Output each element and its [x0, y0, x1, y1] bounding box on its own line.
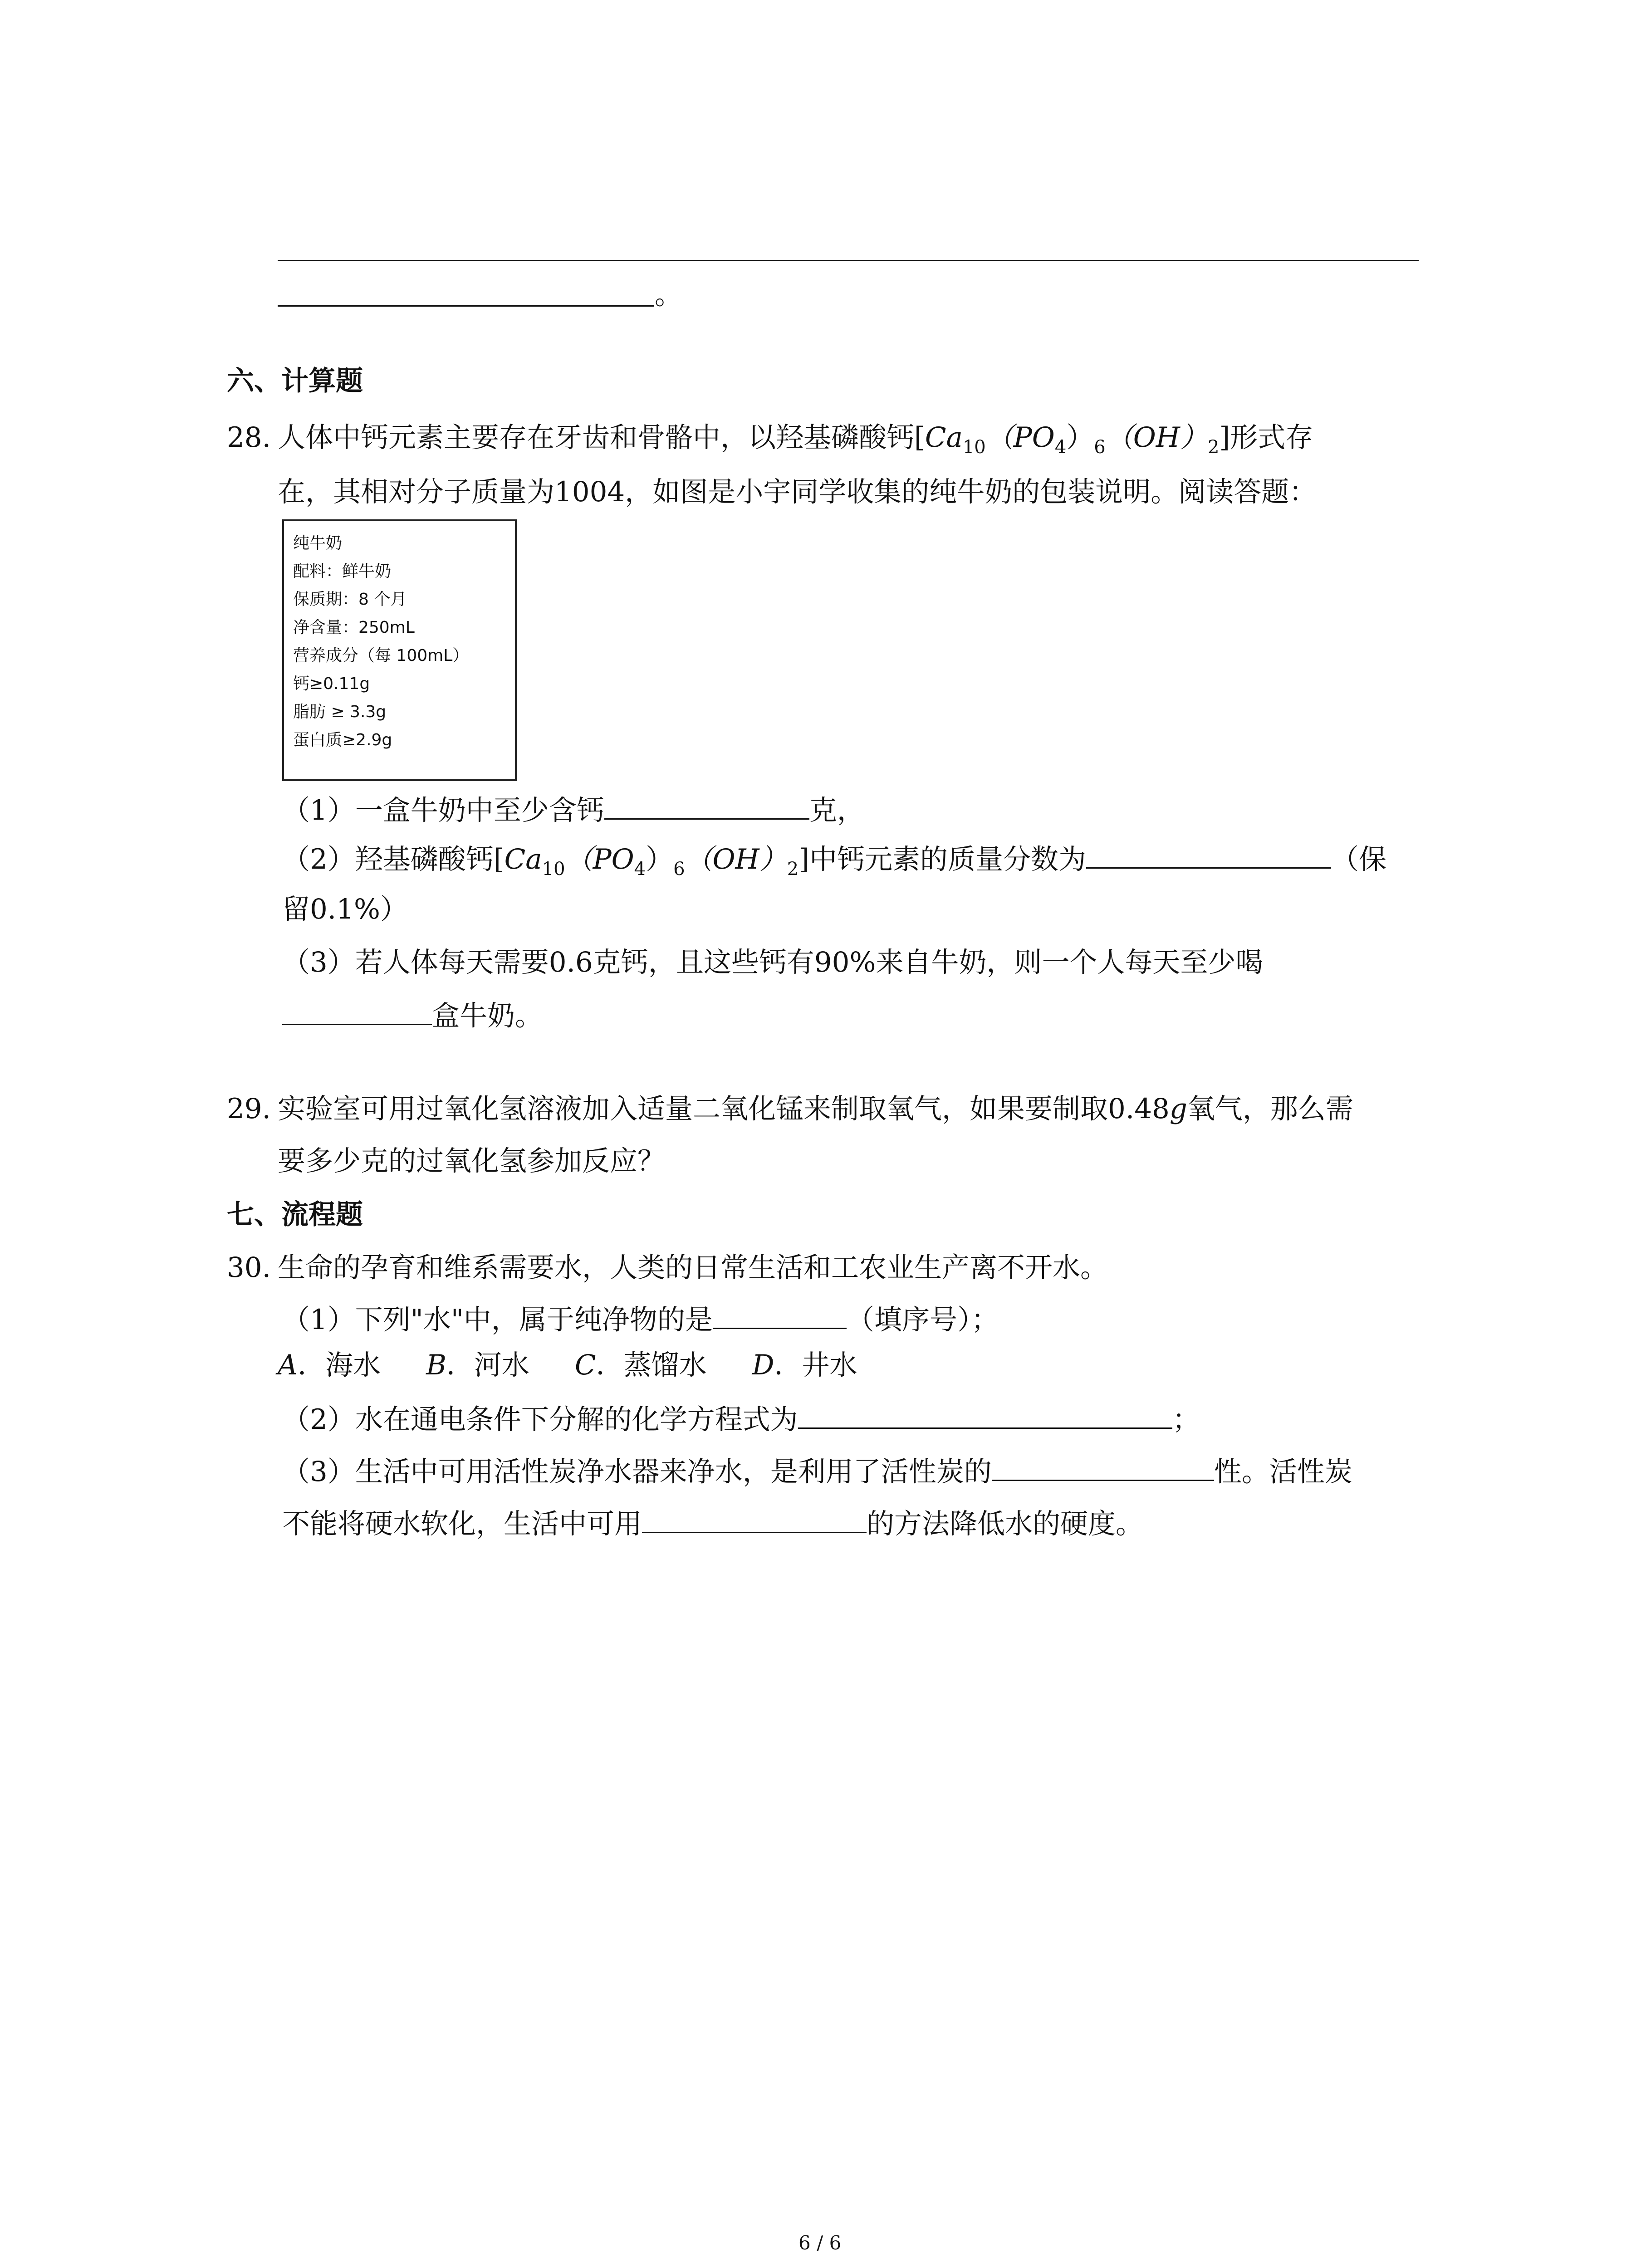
formula-ca-sub: 10 [962, 437, 986, 458]
q30-sub-3-end-2: 的方法降低水的硬度。 [867, 1508, 1144, 1540]
q30-sub-3 [282, 1452, 1352, 1490]
q30-sub-2-end: ； [1172, 1403, 1200, 1436]
section-7-title: 七、流程题 [227, 1199, 363, 1231]
q28-sub-2-end: （保 [1331, 843, 1387, 875]
formula-ca: Ca [925, 421, 963, 454]
formula-oh: （OH） [685, 843, 787, 875]
q30-sub-3-text-2: 不能将硬水软化，生活中可用 [282, 1508, 642, 1540]
q30-sub-1 [282, 1300, 999, 1338]
q28-line-2: 在，其相对分子质量为1004，如图是小宇同学收集的纯牛奶的包装说明。阅读答题： [278, 476, 1317, 508]
q28-sub-2-mid: ]中钙元素的质量分数为 [798, 843, 1087, 875]
formula-po: （PO [565, 843, 634, 875]
option-a-letter: A [278, 1349, 298, 1381]
formula-two: 2 [787, 859, 799, 880]
label-line: 保质期：8 个月 [293, 590, 407, 609]
formula-ca: Ca [504, 843, 542, 875]
option-a-text: ．海水 [298, 1349, 381, 1381]
q30-sub-2-text: （2）水在通电条件下分解的化学方程式为 [282, 1403, 798, 1436]
q30-sub-3-cont [282, 1504, 1143, 1542]
answer-line-short [278, 305, 654, 307]
q30-sub-3-end: 性。活性炭 [1214, 1456, 1352, 1488]
q28-text-b: ]形式存 [1219, 421, 1313, 454]
label-line: 钙≥0.11g [293, 675, 370, 693]
option-b-letter: B [426, 1349, 446, 1381]
q29-number: 29. [227, 1093, 271, 1125]
label-line: 脂肪 ≥ 3.3g [293, 703, 387, 721]
formula-six: 6 [1094, 437, 1106, 458]
page-number: 6 / 6 [798, 2232, 842, 2254]
q30-line-1: 生命的孕育和维系需要水，人类的日常生活和工农业生产离不开水。 [278, 1251, 1108, 1284]
q28-sub-3-cont [282, 996, 543, 1034]
option-c-text: ．蒸馏水 [596, 1349, 707, 1381]
option-d-letter: D [752, 1349, 774, 1381]
milk-label-image [282, 519, 517, 781]
answer-blank[interactable] [713, 1300, 847, 1329]
q30-number: 30. [227, 1251, 271, 1284]
q30-sub-2 [282, 1399, 1200, 1438]
q28-sub-1 [282, 790, 865, 829]
q28-sub-2-text: （2）羟基磷酸钙[ [282, 843, 505, 875]
q28-number: 28. [227, 421, 271, 454]
unit-g: g [1169, 1093, 1187, 1125]
answer-blank[interactable] [798, 1399, 1172, 1429]
formula-po-sub: 4 [1054, 437, 1067, 458]
answer-blank[interactable] [642, 1504, 867, 1533]
q28-line-1 [278, 420, 1313, 456]
q29-line-2: 要多少克的过氧化氢参加反应？ [278, 1145, 666, 1177]
option-d-text: ．井水 [774, 1349, 857, 1381]
label-line: 净含量：250mL [293, 618, 415, 637]
q30-options [278, 1347, 857, 1383]
q29-text-b: 氧气，那么需 [1187, 1093, 1353, 1125]
q28-text-a: 人体中钙元素主要存在牙齿和骨骼中，以羟基磷酸钙[ [278, 421, 925, 454]
label-line: 蛋白质≥2.9g [293, 731, 392, 749]
q28-sub-2 [282, 839, 1386, 878]
q28-sub-1-text: （1）一盒牛奶中至少含钙 [282, 794, 604, 826]
answer-blank[interactable] [604, 790, 809, 820]
q28-sub-3: （3）若人体每天需要0.6克钙，且这些钙有90%来自牛奶，则一个人每天至少喝 [282, 946, 1264, 978]
q29-line-1 [278, 1091, 1353, 1127]
answer-blank[interactable] [282, 996, 432, 1025]
formula-ca-sub: 10 [542, 859, 565, 880]
q28-sub-3-end: 盒牛奶。 [432, 1000, 543, 1032]
label-line: 配料：鲜牛奶 [293, 562, 392, 581]
answer-line-long [278, 260, 1419, 261]
formula-po-sub: 4 [634, 859, 646, 880]
formula-po-close: ） [1066, 421, 1094, 454]
label-line: 纯牛奶 [293, 534, 343, 552]
q28-sub-2-cont: 留0.1%） [282, 893, 408, 925]
option-c-letter: C [574, 1349, 596, 1381]
formula-po: （PO [985, 421, 1055, 454]
answer-blank[interactable] [992, 1452, 1214, 1481]
section-6-title: 六、计算题 [227, 365, 363, 397]
q30-sub-3-text: （3）生活中可用活性炭净水器来净水，是利用了活性炭的 [282, 1456, 992, 1488]
answer-blank[interactable] [1086, 839, 1331, 869]
end-mark: 。 [655, 279, 683, 311]
q28-sub-1-end: 克， [809, 794, 865, 826]
q30-sub-1-text: （1）下列"水"中，属于纯净物的是 [282, 1304, 713, 1336]
q29-text-a: 实验室可用过氧化氢溶液加入适量二氧化锰来制取氧气，如果要制取0.48 [278, 1093, 1170, 1125]
formula-oh: （OH） [1105, 421, 1208, 454]
q30-sub-1-end: （填序号）； [846, 1304, 999, 1336]
option-b-text: ．河水 [446, 1349, 529, 1381]
formula-two: 2 [1207, 437, 1220, 458]
formula-six: 6 [673, 859, 685, 880]
label-line: 营养成分（每 100mL） [293, 646, 469, 665]
formula-po-close: ） [646, 843, 674, 875]
